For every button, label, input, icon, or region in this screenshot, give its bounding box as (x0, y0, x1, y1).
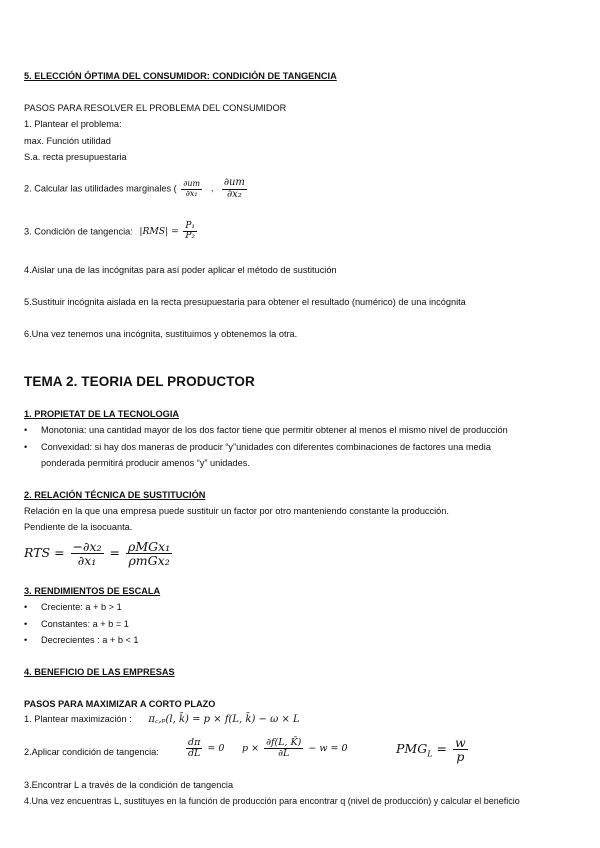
s4-subtitle: PASOS PARA MAXIMIZAR A CORTO PLAZO (24, 699, 216, 709)
fraction-denominator: dL (187, 747, 201, 759)
s4-title: 4. BENEFICIO DE LAS EMPRESAS (24, 667, 175, 677)
fraction-numerator: w (454, 735, 466, 750)
fraction-numerator: ∂um (223, 177, 245, 188)
section-5-title: 5. ELECCIÓN ÓPTIMA DEL CONSUMIDOR: CONDICIÓN DE TANGENCIA (24, 71, 337, 81)
step-2 (24, 178, 249, 200)
s4-step-2-text: 2.Aplicar condición de tangencia: (24, 747, 159, 757)
fraction-dx2-dx1 (71, 540, 104, 567)
pmg-label: PMG (396, 741, 428, 757)
list-item-text: Monotonia: una cantidad mayor de los dos factor tiene que permitir obtener al menos el mismo nivel de producción (41, 425, 508, 435)
tangency-formula-1 (184, 738, 224, 759)
fraction-numerator: ∂f(L, K̄) (266, 737, 302, 748)
s4-step-1-text: 1. Plantear maximización : (24, 714, 132, 724)
fraction-denominator: ∂x₂ (226, 188, 242, 200)
profit-formula: π꜀,ₚ(l, k̄) = p × f(L, k̄) − ω × L (148, 714, 300, 725)
pmg-formula (396, 736, 470, 763)
list-item (24, 634, 139, 646)
rts-formula (24, 540, 174, 567)
s2-title: 2. RELACIÓN TÉCNICA DE SUSTITUCIÓN (24, 490, 206, 500)
fraction-numerator: dπ (188, 737, 201, 748)
fraction-p1-p2 (183, 222, 197, 242)
tangency-formula-2 (242, 738, 348, 759)
s3-title: 3. RENDIMIENTOS DE ESCALA (24, 586, 161, 596)
steps-title: PASOS PARA RESOLVER EL PROBLEMA DEL CONSUMIDOR (24, 103, 287, 113)
s4-step-1 (24, 713, 300, 726)
fraction-dpi-dl (186, 738, 202, 759)
list-item-continuation: ponderada permitirá producir amenos “y” unidades. (41, 458, 250, 468)
step-5: 5.Sustituir incógnita aislada en la recta presupuestaria para obtener el resultado (numérico) de una incógnita (24, 297, 466, 307)
bullet-icon: • (24, 602, 28, 612)
list-item-text: Constantes: a + b = 1 (41, 619, 129, 629)
list-item-text: Creciente: a + b > 1 (41, 602, 122, 612)
fraction-df-dl (264, 738, 303, 759)
s2-text-1: Relación en la que una empresa puede sustituir un factor por otro manteniendo constante la producción. (24, 506, 449, 516)
s1-title: 1. PROPIETAT DE LA TECNOLOGIA (24, 409, 180, 419)
equals-sign: = (109, 545, 120, 561)
step-1: 1. Plantear el problema: (24, 119, 122, 129)
step-3-text: 3. Condición de tangencia: (24, 226, 133, 237)
fraction-numerator: ∂um (183, 179, 201, 189)
tema-2-title: TEMA 2. TEORIA DEL PRODUCTOR (24, 374, 255, 389)
equals-zero: = 0 (207, 742, 225, 754)
step-1-b: S.a. recta presupuestaria (24, 152, 127, 162)
p-times: p × (242, 742, 260, 754)
fraction-w-p (453, 736, 468, 763)
minus-w-zero: − w = 0 (308, 742, 348, 754)
rms-label: |RMS| = (139, 226, 179, 238)
step-6: 6.Una vez tenemos una incógnita, sustituimos y obtenemos la otra. (24, 329, 298, 339)
s4-step-4: 4.Una vez encuentras L, sustituyes en la función de producción para encontrar q (nivel de producción) y calcular el beneficio (24, 796, 520, 806)
fraction-numerator: P₁ (185, 221, 196, 231)
bullet-icon: • (24, 442, 28, 452)
fraction-denominator: ρmGx₂ (128, 553, 170, 569)
step-4: 4.Aislar una de las incógnitas para así poder aplicar el método de sustitución (24, 265, 337, 275)
step-2-text: 2. Calcular las utilidades marginales ( (24, 183, 177, 194)
fraction-numerator: −∂x₂ (72, 539, 102, 554)
list-item (24, 441, 491, 453)
fraction-um-x2 (222, 178, 247, 200)
fraction-denominator: ∂L (278, 747, 290, 759)
fraction-denominator: ∂x₁ (185, 188, 198, 198)
list-item (24, 424, 508, 436)
list-item (24, 601, 122, 613)
rts-label: RTS = (24, 545, 65, 561)
s2-text-2: Pendiente de la isocuanta. (24, 522, 133, 532)
pmg-subscript: L (427, 749, 433, 759)
step-1-a: max. Función utilidad (24, 136, 111, 146)
equals-sign: = (436, 741, 447, 757)
s4-step-3: 3.Encontrar L a través de la condición de tangencia (24, 780, 234, 790)
list-item-text: Decrecientes : a + b < 1 (41, 635, 139, 645)
bullet-icon: • (24, 425, 28, 435)
bullet-icon: • (24, 619, 28, 629)
fraction-um-x1 (181, 180, 202, 198)
step-3 (24, 222, 199, 242)
fraction-denominator: p (456, 749, 465, 765)
fraction-denominator: ∂x₁ (77, 553, 97, 569)
fraction-denominator: P₂ (185, 231, 196, 242)
fraction-numerator: ρMGx₁ (127, 539, 171, 554)
fraction-mg (126, 540, 172, 567)
separator: , (210, 183, 214, 194)
list-item (24, 618, 129, 630)
list-item-text: Convexidad: si hay dos maneras de producir “y”unidades con diferentes combinaciones de factores una media (41, 442, 491, 452)
bullet-icon: • (24, 635, 28, 645)
